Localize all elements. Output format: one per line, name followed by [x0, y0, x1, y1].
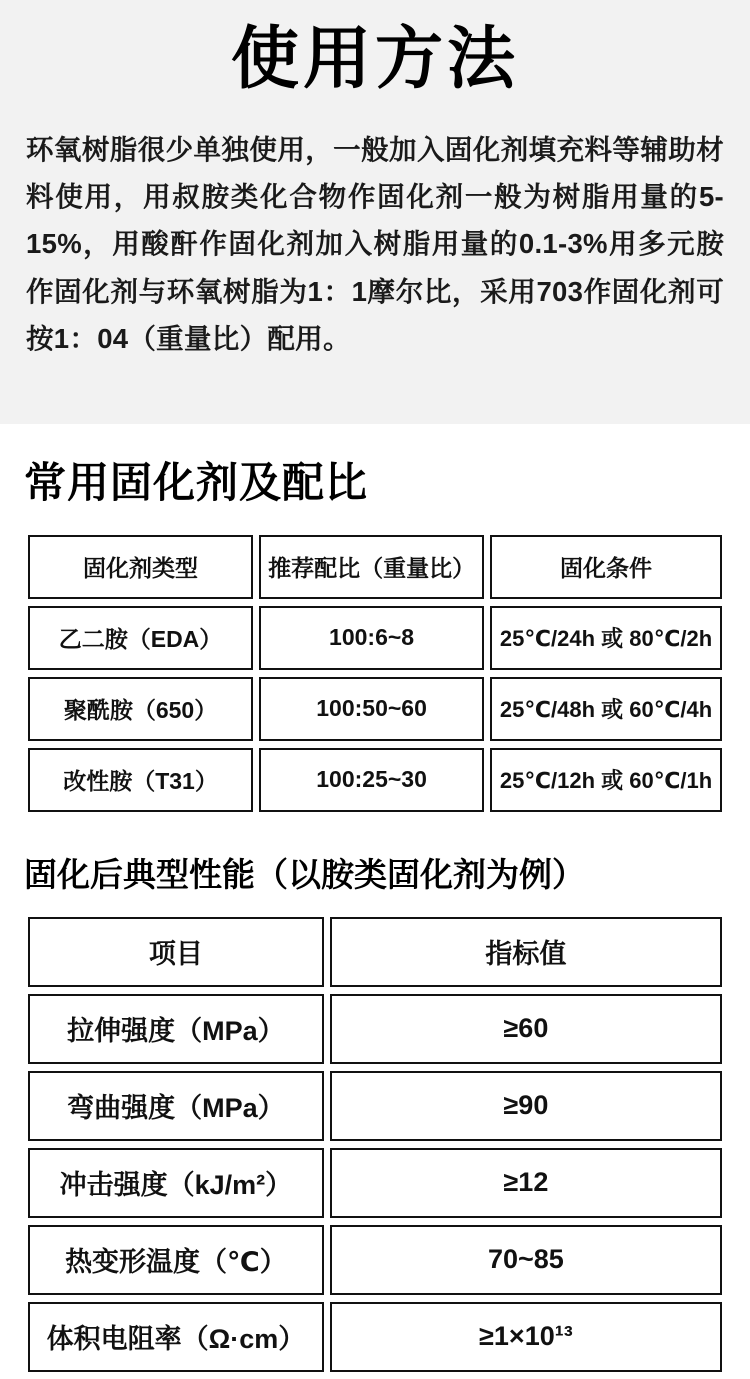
table-cell: 拉伸强度（MPa）: [28, 994, 324, 1064]
table-cell: 25℃/24h 或 80℃/2h: [490, 606, 722, 670]
table-header-row: [28, 917, 722, 987]
properties-table-wrap: [0, 910, 750, 1379]
section-heading-hardeners: 常用固化剂及配比: [24, 458, 369, 506]
table-cell: 乙二胺（EDA）: [28, 606, 253, 670]
hardener-table: [22, 528, 728, 819]
table-cell: 25℃/48h 或 60℃/4h: [490, 677, 722, 741]
hardener-table-wrap: [0, 528, 750, 819]
table-header-row: [28, 535, 722, 599]
intro-paragraph: 环氧树脂很少单独使用，一般加入固化剂填充料等辅助材料使用，用叔胺类化合物作固化剂一般为树脂用量的5-15%，用酸酐作固化剂加入树脂用量的0.1-3%用多元胺作固化剂与环氧树脂为1：1摩尔比，采用703作固化剂可按1：04（重量比）配用。: [26, 133, 724, 354]
column-header: 推荐配比（重量比）: [259, 535, 484, 599]
table-cell: 聚酰胺（650）: [28, 677, 253, 741]
section-heading-properties: 固化后典型性能（以胺类固化剂为例）: [24, 855, 585, 893]
table-cell: 100:50~60: [259, 677, 484, 741]
table-row: [28, 606, 722, 670]
column-header: 固化条件: [490, 535, 722, 599]
table-row: [28, 748, 722, 812]
page-title: 使用方法: [230, 21, 519, 97]
table-row: [28, 1302, 722, 1372]
table-cell: 热变形温度（℃）: [28, 1225, 324, 1295]
intro-block: [0, 0, 750, 424]
table-cell: 改性胺（T31）: [28, 748, 253, 812]
table-cell: 70~85: [330, 1225, 722, 1295]
table-cell: ≥1×10¹³: [330, 1302, 722, 1372]
table-cell: ≥12: [330, 1148, 722, 1218]
table-row: [28, 1071, 722, 1141]
table-row: [28, 1148, 722, 1218]
table-cell: 弯曲强度（MPa）: [28, 1071, 324, 1141]
table-cell: 100:6~8: [259, 606, 484, 670]
table-cell: 25℃/12h 或 60℃/1h: [490, 748, 722, 812]
table-cell: ≥60: [330, 994, 722, 1064]
column-header: 项目: [28, 917, 324, 987]
table-row: [28, 994, 722, 1064]
table-cell: 体积电阻率（Ω·cm）: [28, 1302, 324, 1372]
column-header: 固化剂类型: [28, 535, 253, 599]
table-row: [28, 677, 722, 741]
table-cell: ≥90: [330, 1071, 722, 1141]
properties-table: [22, 910, 728, 1379]
column-header: 指标值: [330, 917, 722, 987]
table-cell: 冲击强度（kJ/m²）: [28, 1148, 324, 1218]
table-row: [28, 1225, 722, 1295]
table-cell: 100:25~30: [259, 748, 484, 812]
